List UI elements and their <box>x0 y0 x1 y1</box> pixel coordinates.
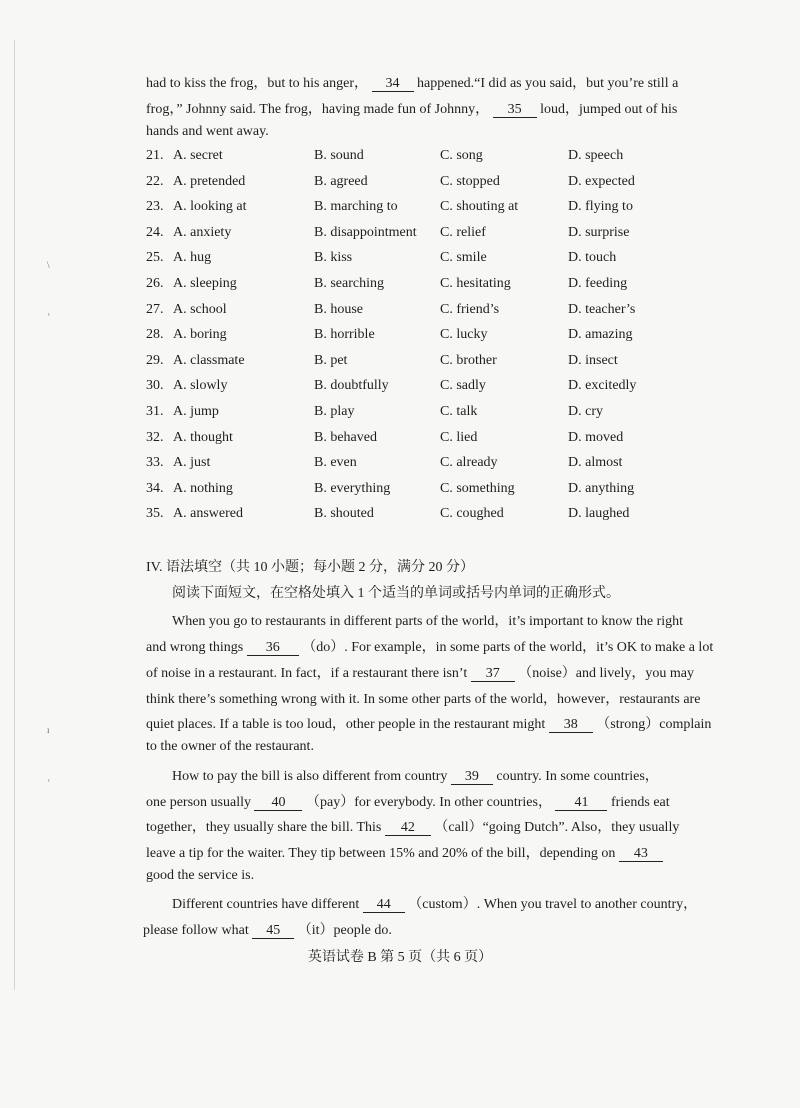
option-a[interactable]: A. boring <box>173 327 227 343</box>
option-d[interactable]: D. touch <box>568 250 617 266</box>
option-a[interactable]: A. just <box>173 455 211 471</box>
page-footer: 英语试卷 B 第 5 页（共 6 页） <box>307 950 493 965</box>
margin-mark: ' <box>48 778 50 788</box>
option-b[interactable]: B. behaved <box>314 429 377 445</box>
option-a[interactable]: A. looking at <box>173 199 247 215</box>
option-a[interactable]: A. secret <box>173 148 223 163</box>
option-b[interactable]: B. horrible <box>314 327 375 343</box>
grammar-line: good the service is. <box>146 868 255 883</box>
option-c[interactable]: C. talk <box>440 403 478 419</box>
option-c[interactable]: C. lucky <box>440 327 488 343</box>
option-d[interactable]: D. excitedly <box>568 378 637 394</box>
option-a[interactable]: A. anxiety <box>173 224 232 240</box>
option-b[interactable]: B. marching to <box>314 199 398 215</box>
grammar-line: together，they usually share the bill. This 42 （call）“going Dutch”. Also，they usually <box>146 820 680 835</box>
blank-41[interactable]: 41 <box>555 795 607 811</box>
option-c[interactable]: C. sadly <box>440 378 486 394</box>
option-c[interactable]: C. hesitating <box>440 275 511 291</box>
passage-line: had to kiss the frog，but to his anger， 34 happened.“I did as you said，but you’re still a <box>146 76 679 91</box>
option-a[interactable]: A. slowly <box>173 378 228 394</box>
option-b[interactable]: B. searching <box>314 275 384 291</box>
option-a[interactable]: A. jump <box>173 403 219 419</box>
option-c[interactable]: C. smile <box>440 250 487 266</box>
grammar-line: leave a tip for the waiter. They tip between 15% and 20% of the bill，depending on 43 <box>146 842 663 862</box>
grammar-line: to the owner of the restaurant. <box>146 739 314 754</box>
grammar-line: How to pay the bill is also different from country 39 country. In some countries， <box>172 769 659 784</box>
option-d[interactable]: D. expected <box>568 173 635 189</box>
blank-37[interactable]: 37 <box>471 666 515 682</box>
option-c[interactable]: C. song <box>440 148 483 163</box>
grammar-line: please follow what 45 （it）people do. <box>143 923 392 938</box>
option-a[interactable]: A. nothing <box>173 480 233 496</box>
option-b[interactable]: B. sound <box>314 148 364 163</box>
option-b[interactable]: B. disappointment <box>314 224 417 240</box>
passage-line: frog，” Johnny said. The frog，having made fun of Johnny， 35 loud，jumped out of his <box>146 102 678 117</box>
option-a[interactable]: A. school <box>173 301 227 317</box>
margin-mark: ı <box>47 725 50 735</box>
blank-38[interactable]: 38 <box>549 717 593 733</box>
option-b[interactable]: B. everything <box>314 480 391 496</box>
option-d[interactable]: D. feeding <box>568 275 628 291</box>
option-d[interactable]: D. cry <box>568 403 603 419</box>
blank-44[interactable]: 44 <box>363 897 405 913</box>
option-b[interactable]: B. house <box>314 301 363 317</box>
option-c[interactable]: C. something <box>440 480 515 496</box>
passage-line: hands and went away. <box>146 124 269 139</box>
option-c[interactable]: C. shouting at <box>440 199 519 215</box>
scan-edge-line <box>14 40 15 990</box>
margin-mark: ' <box>48 312 50 322</box>
option-a[interactable]: A. classmate <box>173 352 245 368</box>
option-d[interactable]: D. teacher’s <box>568 301 636 317</box>
option-c[interactable]: C. already <box>440 455 498 471</box>
grammar-line: When you go to restaurants in different parts of the world，it’s important to know the right <box>172 614 684 629</box>
option-b[interactable]: B. agreed <box>314 173 368 189</box>
option-c[interactable]: C. relief <box>440 224 486 240</box>
option-b[interactable]: B. shouted <box>314 506 374 522</box>
blank-34[interactable]: 34 <box>372 76 414 92</box>
grammar-line: of noise in a restaurant. In fact，if a restaurant there isn’t 37 （noise）and lively，you may <box>146 666 694 681</box>
grammar-line: Different countries have different 44 （custom）. When you travel to another country， <box>172 897 698 912</box>
section-instruction: 阅读下面短文，在空格处填入 1 个适当的单词或括号内单词的正确形式。 <box>172 586 620 601</box>
option-d[interactable]: D. anything <box>568 480 635 496</box>
option-b[interactable]: B. even <box>314 455 357 471</box>
grammar-line: think there’s something wrong with it. In some other parts of the world，however，restaurants are <box>146 692 701 707</box>
option-b[interactable]: B. pet <box>314 352 348 368</box>
blank-35[interactable]: 35 <box>493 102 537 118</box>
blank-40[interactable]: 40 <box>254 795 302 811</box>
blank-39[interactable]: 39 <box>451 769 493 785</box>
option-c[interactable]: C. stopped <box>440 173 500 189</box>
option-a[interactable]: A. sleeping <box>173 275 237 291</box>
option-c[interactable]: C. friend’s <box>440 301 500 317</box>
option-a[interactable]: A. hug <box>173 250 212 266</box>
option-c[interactable]: C. lied <box>440 429 478 445</box>
option-d[interactable]: D. laughed <box>568 506 630 522</box>
option-d[interactable]: D. flying to <box>568 199 633 215</box>
option-b[interactable]: B. doubtfully <box>314 378 389 394</box>
blank-36[interactable]: 36 <box>247 640 299 656</box>
blank-42[interactable]: 42 <box>385 820 431 836</box>
blank-45[interactable]: 45 <box>252 923 294 939</box>
option-c[interactable]: C. coughed <box>440 506 504 522</box>
margin-mark: \ <box>47 260 50 270</box>
grammar-line: quiet places. If a table is too loud，other people in the restaurant might 38 （strong）complain <box>146 717 712 732</box>
grammar-line: one person usually 40 （pay）for everybody. In other countries， 41 friends eat <box>146 795 670 810</box>
option-d[interactable]: D. almost <box>568 455 623 471</box>
option-a[interactable]: A. thought <box>173 429 233 445</box>
option-d[interactable]: D. surprise <box>568 224 630 240</box>
option-d[interactable]: D. amazing <box>568 327 633 343</box>
option-a[interactable]: A. pretended <box>173 173 246 189</box>
option-b[interactable]: B. kiss <box>314 250 353 266</box>
option-b[interactable]: B. play <box>314 403 355 419</box>
grammar-line: and wrong things 36 （do）. For example，in some parts of the world，it’s OK to make a lot <box>146 640 714 655</box>
blank-43[interactable]: 43 <box>619 846 663 862</box>
option-d[interactable]: D. moved <box>568 429 624 445</box>
option-a[interactable]: A. answered <box>173 506 243 522</box>
option-c[interactable]: C. brother <box>440 352 497 368</box>
section-heading: IV. 语法填空（共 10 小题；每小题 2 分，满分 20 分） <box>146 560 474 575</box>
option-d[interactable]: D. speech <box>568 148 624 163</box>
option-d[interactable]: D. insect <box>568 352 618 368</box>
